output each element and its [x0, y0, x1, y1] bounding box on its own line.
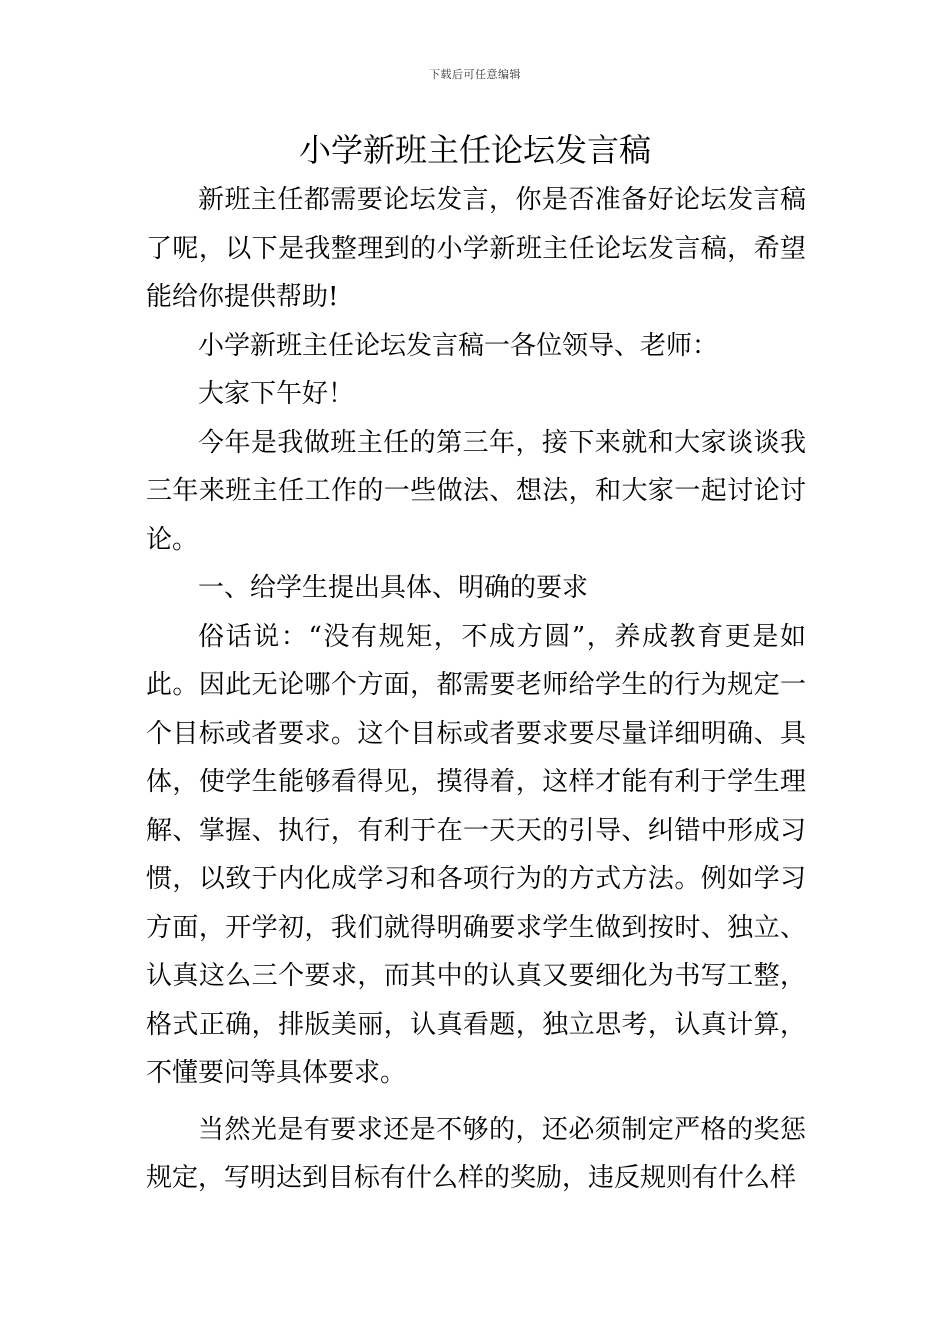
paragraph-opening: 今年是我做班主任的第三年，接下来就和大家谈谈我三年来班主任工作的一些做法、想法，和大家一起讨论讨论。	[146, 427, 806, 555]
paragraph-intro: 新班主任都需要论坛发言，你是否准备好论坛发言稿了呢，以下是我整理到的小学新班主任论坛发言稿，希望能给你提供帮助!	[146, 185, 806, 312]
section-heading-1: 一、给学生提出具体、明确的要求	[198, 573, 589, 603]
document-body	[146, 176, 806, 1203]
document-title: 小学新班主任论坛发言稿	[298, 131, 651, 169]
paragraph-rules: 俗话说：“没有规矩，不成方圆”，养成教育更是如此。因此无论哪个方面，都需要老师给学生的行为规定一个目标或者要求。这个目标或者要求要尽量详细明确、具体，使学生能够看得见，摸得着，这样才能有利于学生理解、掌握、执行，有利于在一天天的引导、纠错中形成习惯，以致于内化成学习和各项行为的方式方法。例如学习方面，开学初，我们就得明确要求学生做到按时、独立、认真这么三个要求，而其中的认真又要细化为书写工整，格式正确，排版美丽，认真看题，独立思考，认真计算，不懂要问等具体要求。	[146, 621, 806, 1088]
paragraph-greeting: 大家下午好！	[198, 379, 355, 409]
paragraph-rewards: 当然光是有要求还是不够的，还必须制定严格的奖惩规定，写明达到目标有什么样的奖励，违反规则有什么样	[146, 1114, 806, 1193]
paragraph-greeting-heading: 小学新班主任论坛发言稿一各位领导、老师：	[198, 330, 719, 361]
header-note: 下载后可任意编辑	[429, 68, 521, 81]
